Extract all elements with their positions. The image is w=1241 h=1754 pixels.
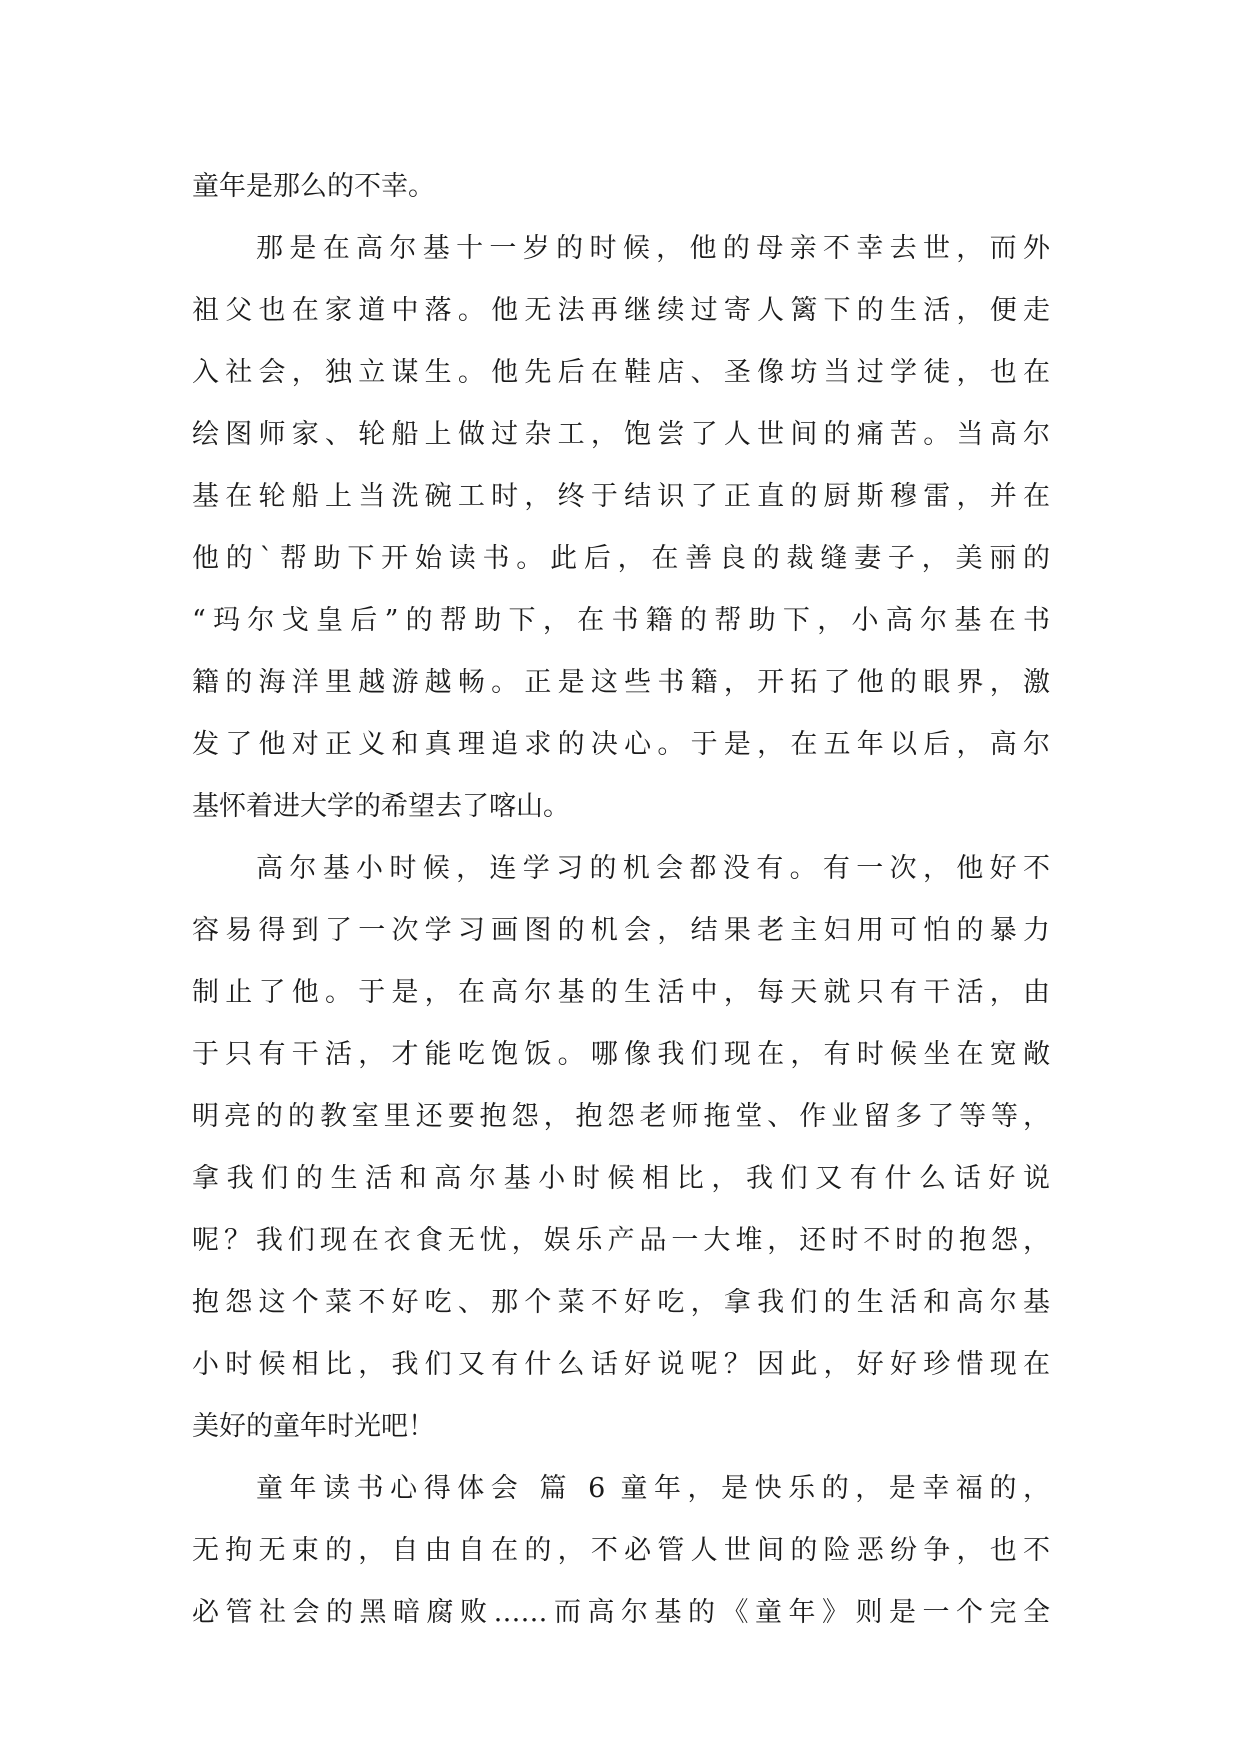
text-line: 抱怨这个菜不好吃、那个菜不好吃，拿我们的生活和高尔基: [192, 1287, 1050, 1318]
text-line: 呢？我们现在衣食无忧，娱乐产品一大堆，还时不时的抱怨，: [192, 1225, 1050, 1256]
text-line: 籍的海洋里越游越畅。正是这些书籍，开拓了他的眼界，激: [192, 667, 1050, 698]
text-line: 绘图师家、轮船上做过杂工，饱尝了人世间的痛苦。当高尔: [192, 419, 1050, 450]
text-line: 制止了他。于是，在高尔基的生活中，每天就只有干活，由: [192, 977, 1050, 1008]
text-line: 基怀着进大学的希望去了喀山。: [192, 791, 570, 822]
text-line: 发了他对正义和真理追求的决心。于是，在五年以后，高尔: [192, 729, 1050, 760]
text-line: 入社会，独立谋生。他先后在鞋店、圣像坊当过学徒，也在: [192, 357, 1050, 388]
text-line: 童年是那么的不幸。: [192, 171, 435, 202]
text-line: 祖父也在家道中落。他无法再继续过寄人篱下的生活，便走: [192, 295, 1050, 326]
text-line: 必管社会的黑暗腐败……而高尔基的《童年》则是一个完全: [192, 1597, 1050, 1628]
text-line: 小时候相比，我们又有什么话好说呢？因此，好好珍惜现在: [192, 1349, 1050, 1380]
text-line: 美好的童年时光吧！: [192, 1411, 435, 1442]
text-line: 基在轮船上当洗碗工时，终于结识了正直的厨斯穆雷，并在: [192, 481, 1050, 512]
text-line: 容易得到了一次学习画图的机会，结果老主妇用可怕的暴力: [192, 915, 1050, 946]
text-line: 童年读书心得体会 篇 6 童年，是快乐的，是幸福的，: [256, 1473, 1050, 1504]
text-line: 明亮的的教室里还要抱怨，抱怨老师拖堂、作业留多了等等，: [192, 1101, 1050, 1132]
text-line: 那是在高尔基十一岁的时候，他的母亲不幸去世，而外: [256, 233, 1050, 264]
text-line: 拿我们的生活和高尔基小时候相比，我们又有什么话好说: [192, 1163, 1050, 1194]
text-line: 于只有干活，才能吃饱饭。哪像我们现在，有时候坐在宽敞: [192, 1039, 1050, 1070]
text-line: 高尔基小时候，连学习的机会都没有。有一次，他好不: [256, 853, 1050, 884]
text-line: 无拘无束的，自由自在的，不必管人世间的险恶纷争，也不: [192, 1535, 1050, 1566]
text-line: 他的`帮助下开始读书。此后，在善良的裁缝妻子，美丽的: [192, 543, 1050, 574]
text-line: “玛尔戈皇后”的帮助下，在书籍的帮助下，小高尔基在书: [192, 605, 1050, 636]
